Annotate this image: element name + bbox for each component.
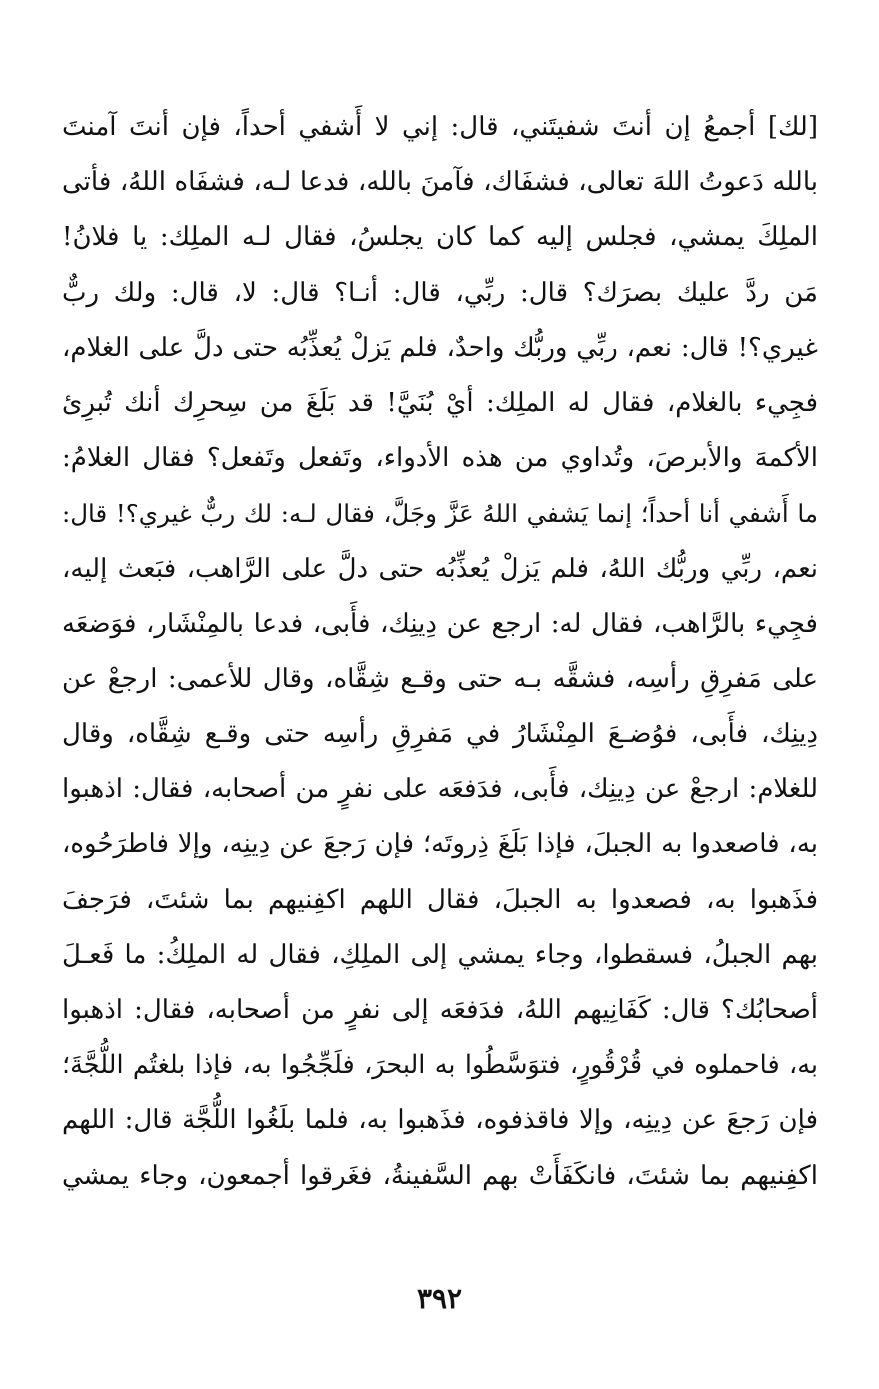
text-line: على مَفرِقِ رأسِه، فشقَّه بـه حتى وقـع شِقَّاه، وقال للأعمى: ارجعْ عن	[62, 663, 818, 694]
text-line: بالله دَعوتُ اللهَ تعالى، فشفَاك، فآمنَ بالله، فدعا لـه، فشفَاه اللهُ، فأتى	[62, 167, 818, 198]
text-line: به، فاصعدوا به الجبلَ، فإذا بَلَغَ ذِروتَه؛ فإن رَجعَ عن دِينِه، وإلا فاطرَحُوه،	[62, 829, 818, 860]
text-line: الأكمهَ والأبرصَ، وتُداوي من هذه الأدواء، وتَفعل وتَفعل؟ فقال الغلامُ:	[62, 443, 818, 474]
text-line: دِينِك، فأَبى، فوُضـعَ المِنْشَارُ في مَفرِقِ رأسِه حتى وقـع شِقَّاه، وقال	[62, 719, 818, 750]
text-line: الملِكَ يمشي، فجلس إليه كما كان يجلسُ، فقال لـه الملِك: يا فلانُ!	[62, 222, 818, 253]
text-line: فإن رَجعَ عن دِينِه، وإلا فاقذفوه، فذَهبوا به، فلما بلَغُوا اللُّجَّة قال: اللهم	[62, 1105, 818, 1136]
page-text-block	[62, 100, 818, 1204]
text-line: مَن ردَّ عليك بصرَك؟ قال: ربِّي، قال: أنـا؟ قال: لا، قال: ولك ربٌّ	[62, 277, 818, 308]
text-line: للغلام: ارجعْ عن دِينِك، فأَبى، فدَفعَه على نفرٍ من أصحابه، فقال: اذهبوا	[62, 774, 818, 805]
text-line: فجِيء بالرَّاهب، فقال له: ارجع عن دِينِك، فأَبى، فدعا بالمِنْشَار، فوَضعَه	[62, 608, 818, 639]
text-line: بهم الجبلُ، فسقطوا، وجاء يمشي إلى الملِكِ، فقال له الملِكُ: ما فَعـلَ	[62, 939, 818, 970]
text-line: به، فاحملوه في قُرْقُورٍ، فتوَسَّطُوا به البحرَ، فلَجِّجُوا به، فإذا بلغتُم اللُّجَّةَ؛	[62, 1050, 818, 1081]
text-line: أصحابُك؟ قال: كَفَانِيهم اللهُ، فدَفعَه إلى نفرٍ من أصحابه، فقال: اذهبوا	[62, 995, 818, 1025]
text-line: ما أَشفي أنا أحداً؛ إنما يَشفي اللهُ عَزَّ وجَلَّ، فقال لـه: لك ربٌّ غيري؟! قال:	[62, 499, 818, 529]
text-line: فذَهبوا به، فصعدوا به الجبلَ، فقال اللهم اكفِنيهم بما شئتَ، فرَجفَ	[62, 884, 818, 915]
text-line: فجِيء بالغلام، فقال له الملِك: أيْ بُنَيَّ! قد بَلَغَ من سِحرِك أنك تُبرِئ	[62, 387, 818, 418]
text-line: نعم، ربِّي وربُّك اللهُ، فلم يَزلْ يُعذِّبُه حتى دلَّ على الرَّاهب، فبَعث إليه،	[62, 553, 818, 584]
text-line: اكفِنيهم بما شئتَ، فانكَفَأَتْ بهم السَّفينةُ، فغَرقوا أجمعون، وجاء يمشي	[62, 1160, 818, 1191]
page-number: ٣٩٢	[416, 1282, 463, 1315]
text-line: غيري؟! قال: نعم، ربِّي وربُّك واحدٌ، فلم يَزلْ يُعذِّبُه حتى دلَّ على الغلام،	[62, 332, 818, 363]
text-line: [لك] أجمعُ إن أنتَ شفيتَني، قال: إني لا أَشفي أحداً، فإن أنتَ آمنتَ	[62, 112, 818, 142]
